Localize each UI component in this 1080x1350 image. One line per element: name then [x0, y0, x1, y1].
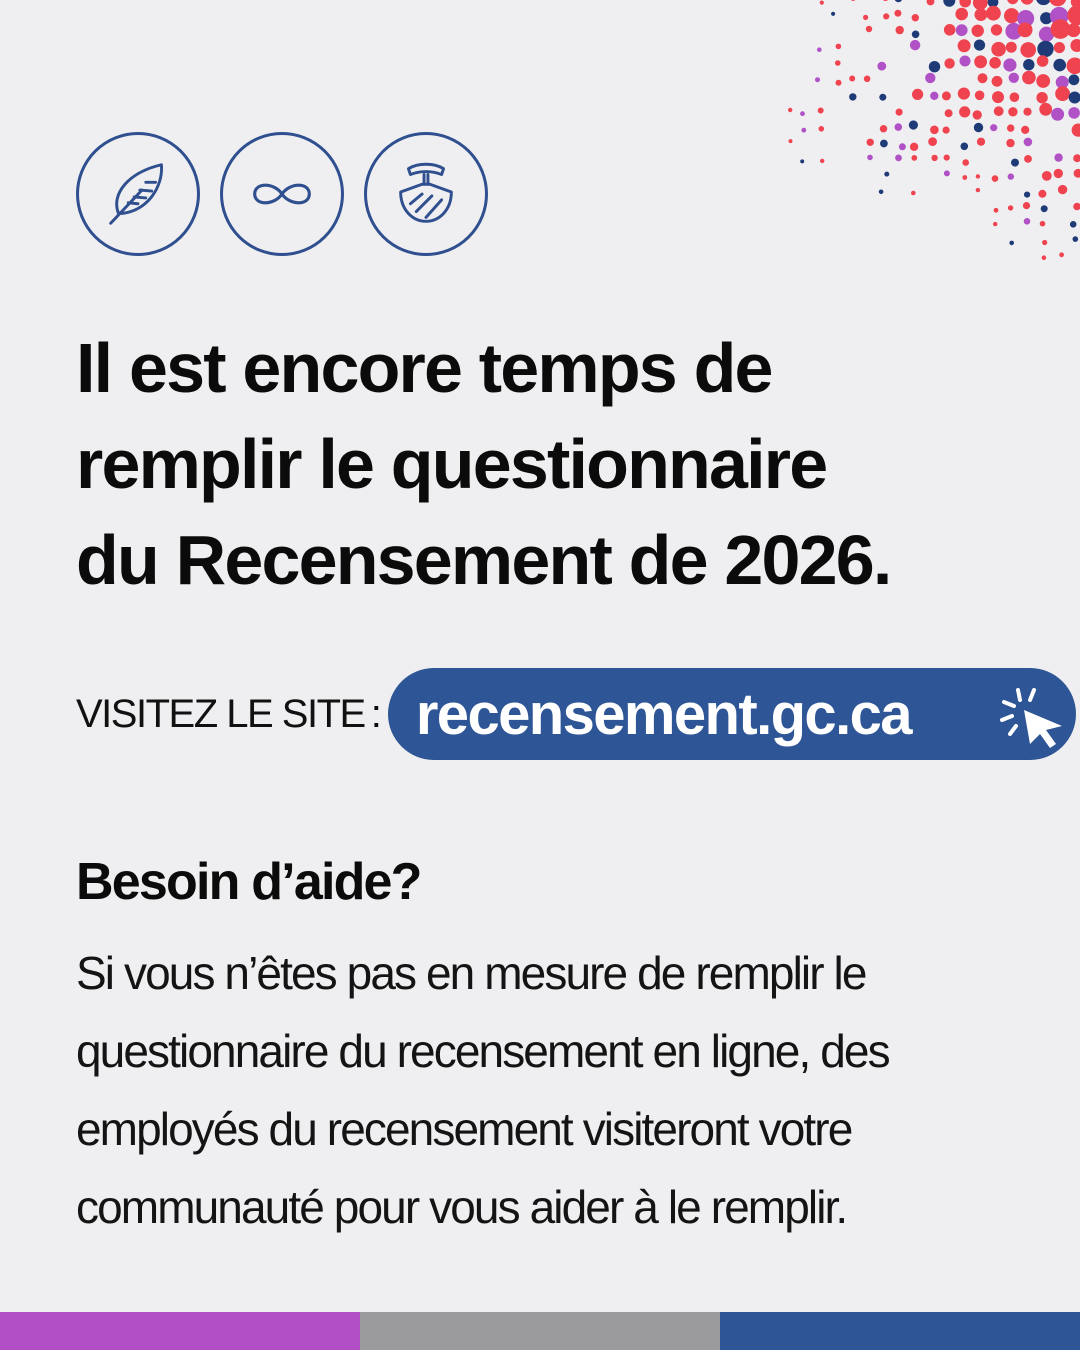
decorative-dot	[896, 26, 904, 34]
decorative-dot	[955, 8, 968, 21]
decorative-dot	[1009, 73, 1019, 83]
decorative-dot	[880, 140, 888, 148]
decorative-dot	[1067, 5, 1080, 25]
decorative-dot	[1021, 126, 1029, 134]
decorative-dot	[909, 120, 918, 129]
decorative-dot	[912, 31, 920, 39]
decorative-dot	[1023, 108, 1031, 116]
decorative-dot	[986, 6, 1001, 21]
decorative-dot	[1018, 23, 1033, 38]
decorative-dot	[959, 0, 971, 7]
decorative-dot	[942, 91, 951, 100]
decorative-dot	[1023, 59, 1034, 70]
census-website-link[interactable]	[388, 668, 1076, 760]
decorative-dot	[1007, 0, 1018, 4]
decorative-dot	[800, 111, 805, 116]
decorative-dot	[993, 222, 997, 226]
decorative-dot	[976, 188, 980, 192]
decorative-dot	[989, 57, 1001, 69]
decorative-dot	[894, 10, 901, 17]
decorative-dot	[895, 123, 903, 131]
headline-line: Il est encore temps de	[76, 329, 772, 407]
click-cursor-icon	[996, 680, 1072, 750]
decorative-dot	[1037, 55, 1049, 67]
bar-segment-blue	[720, 1312, 1080, 1350]
decorative-dot	[929, 61, 940, 72]
decorative-dot	[1051, 108, 1064, 121]
decorative-dot	[944, 58, 954, 68]
decorative-dot	[992, 91, 1004, 103]
decorative-dot	[994, 208, 999, 213]
visit-label: VISITEZ LE SITE	[76, 691, 365, 736]
decorative-dot	[962, 159, 969, 166]
bottom-color-bar	[0, 1312, 1080, 1350]
bar-segment-grey	[360, 1312, 720, 1350]
help-line: Si vous n’êtes pas en mesure de remplir le	[76, 947, 866, 999]
decorative-dot	[960, 56, 971, 67]
decorative-dot	[930, 126, 939, 135]
decorative-dot	[911, 155, 917, 161]
decorative-dot	[1059, 252, 1064, 257]
decorative-dot	[990, 124, 997, 131]
decorative-dot	[944, 170, 950, 176]
decorative-dot	[1042, 240, 1047, 245]
decorative-dot	[956, 24, 968, 36]
decorative-dot	[1069, 92, 1080, 104]
decorative-dot	[1008, 205, 1013, 210]
decorative-dot	[1070, 39, 1080, 52]
decorative-dot	[958, 39, 971, 52]
decorative-dot	[992, 76, 1003, 87]
decorative-dot	[1037, 41, 1053, 57]
decorative-dot	[1038, 190, 1046, 198]
decorative-dot	[1073, 203, 1080, 211]
decorative-dot	[928, 137, 937, 146]
decorative-dot	[1069, 74, 1080, 85]
decorative-dot	[976, 174, 980, 178]
decorative-dot	[820, 1, 824, 5]
help-line: communauté pour vous aider à le remplir.	[76, 1181, 847, 1233]
decorative-dot	[1007, 124, 1014, 131]
decorative-dot	[1042, 255, 1047, 260]
decorative-dot	[1008, 107, 1017, 116]
bar-segment-purple	[0, 1312, 360, 1350]
decorative-dot	[1020, 42, 1036, 58]
decorative-dot	[994, 106, 1004, 116]
decorative-dot	[910, 143, 918, 151]
decorative-dot	[1068, 107, 1080, 119]
decorative-dot	[867, 139, 874, 146]
decorative-dot	[958, 88, 970, 100]
decorative-dot	[789, 139, 793, 143]
decorative-dot	[1024, 155, 1032, 163]
visit-colon: :	[370, 691, 382, 736]
decorative-dot	[1067, 58, 1080, 75]
decorative-dot	[973, 110, 982, 119]
decorative-dot	[849, 93, 856, 100]
decorative-dot	[1024, 138, 1033, 147]
decorative-dot	[1022, 71, 1036, 85]
decorative-dot	[1023, 202, 1030, 209]
decorative-dot	[849, 76, 855, 82]
decorative-dot	[863, 15, 868, 20]
decorative-dot	[880, 125, 887, 132]
ulu-knife-icon	[364, 132, 488, 256]
decorative-dot	[959, 106, 970, 117]
help-body	[76, 934, 1066, 1246]
decorative-dot	[1055, 86, 1070, 101]
decorative-dot	[992, 175, 999, 182]
decorative-dot	[925, 73, 935, 83]
decorative-dot	[896, 109, 903, 116]
decorative-dot	[1009, 241, 1014, 246]
decorative-dot	[1054, 42, 1065, 53]
decorative-dot	[912, 14, 919, 21]
decorative-dot	[1074, 169, 1080, 178]
decorative-dot	[910, 40, 920, 50]
decorative-dot	[1008, 173, 1014, 179]
help-line: questionnaire du recensement en ligne, des	[76, 1025, 889, 1077]
decorative-dot	[800, 159, 804, 163]
decorative-dot	[820, 159, 824, 163]
decorative-dot	[1049, 0, 1067, 6]
decorative-dot	[977, 138, 985, 146]
decorative-dot	[1004, 8, 1019, 23]
decorative-dot	[974, 55, 987, 68]
infinity-icon	[220, 132, 344, 256]
decorative-dot	[864, 76, 871, 83]
decorative-dot	[882, 0, 890, 1]
decorative-dot	[1006, 42, 1017, 53]
decorative-dot	[974, 40, 985, 51]
decorative-dot	[1036, 92, 1047, 103]
decorative-dot	[1024, 192, 1030, 198]
decorative-dot	[895, 0, 903, 2]
decorative-dot	[911, 191, 916, 196]
decorative-dot	[944, 155, 950, 161]
headline-line: du Recensement de 2026.	[76, 521, 891, 599]
decorative-dot	[818, 108, 824, 114]
decorative-dot	[884, 172, 889, 177]
decorative-dot	[877, 62, 886, 71]
decorative-dot	[1041, 205, 1048, 212]
decorative-dot	[1006, 139, 1014, 147]
decorative-dot	[991, 42, 1006, 57]
decorative-dot	[815, 77, 820, 82]
visit-site-row	[76, 666, 1076, 762]
cultural-icons-row	[76, 132, 488, 260]
decorative-dot	[1053, 59, 1066, 72]
decorative-dot	[974, 123, 983, 132]
decorative-dot	[912, 89, 923, 100]
decorative-dot	[1058, 185, 1067, 194]
decorative-dot	[836, 44, 842, 50]
decorative-dot	[879, 94, 886, 101]
decorative-dot	[1042, 171, 1052, 181]
decorative-dot	[879, 190, 884, 195]
decorative-dot	[972, 25, 984, 37]
decorative-dot	[1036, 0, 1051, 5]
decorative-dot	[883, 13, 889, 19]
feather-icon	[76, 132, 200, 256]
decorative-dot	[1067, 23, 1080, 37]
decorative-dot	[819, 126, 825, 132]
decorative-dot	[1040, 221, 1046, 227]
decorative-dot	[943, 0, 955, 7]
decorative-dot	[895, 155, 902, 162]
decorative-dot	[991, 24, 1002, 35]
url-text: recensement.gc.ca	[415, 681, 911, 747]
decorative-dot	[1072, 124, 1080, 137]
decorative-dot	[1036, 74, 1050, 88]
decorative-dot	[1011, 159, 1019, 167]
decorative-dot	[945, 109, 953, 117]
headline-line: remplir le questionnaire	[76, 425, 827, 503]
decorative-dot	[850, 0, 856, 1]
decorative-dot	[1039, 103, 1052, 116]
headline	[76, 320, 1056, 608]
decorative-dot	[817, 47, 822, 52]
decorative-dot	[801, 128, 806, 133]
decorative-dot	[1073, 154, 1080, 162]
decorative-dot	[975, 8, 988, 21]
decorative-dot	[1010, 92, 1020, 102]
decorative-dot	[1024, 218, 1031, 225]
decorative-dot	[1054, 169, 1063, 178]
decorative-dot	[1003, 58, 1016, 71]
decorative-dot	[975, 91, 985, 101]
decorative-dot	[931, 155, 937, 161]
decorative-dot	[788, 108, 792, 112]
decorative-dot	[1054, 153, 1062, 161]
decorative-dot	[899, 143, 906, 150]
decorative-dot	[943, 127, 950, 134]
decorative-dot	[835, 60, 841, 66]
decorative-dot	[961, 143, 969, 151]
decorative-dot	[978, 73, 988, 83]
decorative-dot	[944, 24, 956, 36]
decorative-dot	[927, 0, 935, 5]
decorative-dot	[867, 155, 873, 161]
decorative-dot	[1021, 0, 1034, 5]
decorative-dot	[866, 26, 872, 32]
decorative-dot	[930, 92, 938, 100]
decorative-dot	[1070, 221, 1077, 228]
help-title: Besoin d’aide?	[76, 853, 421, 911]
decorative-dot	[962, 175, 967, 180]
decorative-dot	[831, 12, 835, 16]
help-line: employés du recensement visiteront votre	[76, 1103, 852, 1155]
decorative-dot-pattern	[660, 0, 1080, 310]
decorative-dot	[836, 80, 842, 86]
decorative-dot	[1073, 236, 1079, 242]
